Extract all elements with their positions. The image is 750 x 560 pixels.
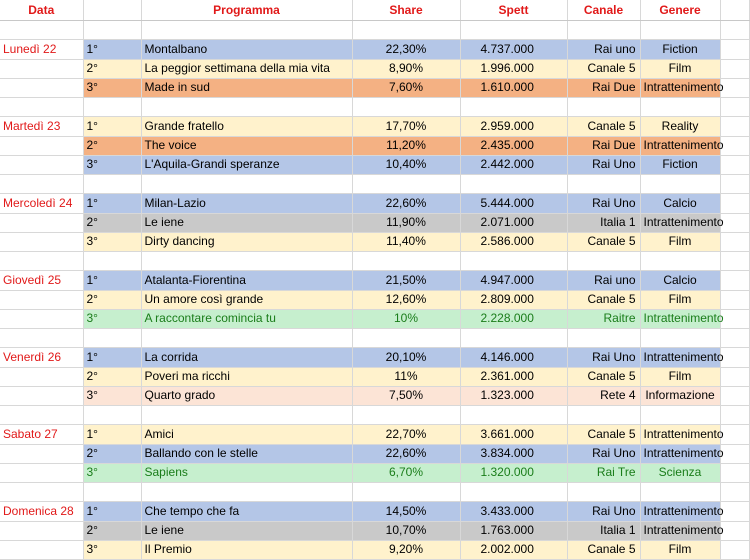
spett-cell[interactable]: 3.433.000 — [460, 502, 567, 521]
day-label[interactable]: Sabato 27 — [0, 425, 83, 444]
share-cell[interactable]: 11,20% — [352, 136, 460, 155]
spett-cell[interactable]: 2.002.000 — [460, 540, 567, 559]
empty-cell[interactable] — [720, 290, 749, 309]
canale-cell[interactable]: Rai Uno — [567, 348, 640, 367]
share-cell[interactable]: 12,60% — [352, 290, 460, 309]
empty-cell[interactable] — [352, 406, 460, 425]
table-row — [0, 425, 749, 444]
table-row — [0, 78, 749, 97]
empty-cell[interactable] — [720, 136, 749, 155]
empty-cell[interactable] — [640, 175, 720, 194]
canale-cell[interactable]: Rai Uno — [567, 155, 640, 174]
genere-cell[interactable]: Film — [640, 290, 720, 309]
empty-cell[interactable] — [720, 367, 749, 386]
genere-cell[interactable]: Fiction — [640, 40, 720, 59]
header-canale[interactable]: Canale — [567, 0, 640, 21]
table-row — [0, 213, 749, 232]
empty-cell[interactable] — [460, 21, 567, 40]
empty-cell[interactable] — [720, 59, 749, 78]
spett-cell[interactable]: 2.586.000 — [460, 232, 567, 251]
rank-cell[interactable]: 3° — [83, 155, 141, 174]
programma-cell[interactable]: Il Premio — [141, 540, 352, 559]
table-row — [0, 232, 749, 251]
table-row — [0, 59, 749, 78]
programma-cell[interactable]: La peggior settimana della mia vita — [141, 59, 352, 78]
programma-cell[interactable]: Atalanta-Fiorentina — [141, 271, 352, 290]
programma-cell[interactable]: Grande fratello — [141, 117, 352, 136]
share-cell[interactable]: 6,70% — [352, 463, 460, 482]
rank-cell[interactable]: 2° — [83, 290, 141, 309]
empty-cell[interactable] — [352, 329, 460, 348]
rank-cell[interactable]: 3° — [83, 309, 141, 328]
rank-cell[interactable]: 3° — [83, 463, 141, 482]
header-spett[interactable]: Spett — [460, 0, 567, 21]
empty-cell[interactable] — [720, 425, 749, 444]
empty-cell[interactable] — [0, 463, 83, 482]
canale-cell[interactable]: Canale 5 — [567, 367, 640, 386]
genere-cell[interactable]: Intrattenimento — [640, 348, 720, 367]
genere-cell[interactable]: Intrattenimento — [640, 136, 720, 155]
genere-cell[interactable]: Intrattenimento — [640, 213, 720, 232]
day-label[interactable]: Mercoledì 24 — [0, 194, 83, 213]
header-share[interactable]: Share — [352, 0, 460, 21]
spett-cell[interactable]: 1.323.000 — [460, 386, 567, 405]
rank-cell[interactable]: 2° — [83, 521, 141, 540]
genere-cell[interactable]: Intrattenimento — [640, 425, 720, 444]
empty-cell[interactable] — [720, 483, 749, 502]
share-cell[interactable]: 22,30% — [352, 40, 460, 59]
empty-cell[interactable] — [720, 40, 749, 59]
rank-cell[interactable]: 2° — [83, 136, 141, 155]
table-row — [0, 117, 749, 136]
share-cell[interactable]: 11,40% — [352, 232, 460, 251]
empty-cell[interactable] — [720, 502, 749, 521]
programma-cell[interactable]: Le iene — [141, 521, 352, 540]
empty-cell[interactable] — [141, 483, 352, 502]
empty-cell[interactable] — [83, 21, 141, 40]
genere-cell[interactable]: Informazione — [640, 386, 720, 405]
spett-cell[interactable]: 3.834.000 — [460, 444, 567, 463]
empty-cell[interactable] — [720, 117, 749, 136]
share-cell[interactable]: 22,60% — [352, 194, 460, 213]
canale-cell[interactable]: Rai Due — [567, 78, 640, 97]
spacer-row — [0, 483, 749, 502]
programma-cell[interactable]: Poveri ma ricchi — [141, 367, 352, 386]
day-label[interactable]: Lunedì 22 — [0, 40, 83, 59]
empty-cell[interactable] — [0, 232, 83, 251]
empty-cell[interactable] — [352, 175, 460, 194]
genere-cell[interactable]: Film — [640, 232, 720, 251]
rank-cell[interactable]: 1° — [83, 271, 141, 290]
empty-cell[interactable] — [460, 483, 567, 502]
programma-cell[interactable]: Un amore così grande — [141, 290, 352, 309]
table-row — [0, 309, 749, 328]
empty-cell[interactable] — [720, 232, 749, 251]
empty-cell[interactable] — [640, 98, 720, 117]
spacer-row — [0, 21, 749, 40]
empty-cell[interactable] — [0, 98, 83, 117]
spett-cell[interactable]: 1.763.000 — [460, 521, 567, 540]
empty-cell[interactable] — [352, 252, 460, 271]
day-label[interactable]: Giovedì 25 — [0, 271, 83, 290]
genere-cell[interactable]: Scienza — [640, 463, 720, 482]
programma-cell[interactable]: Milan-Lazio — [141, 194, 352, 213]
rank-cell[interactable]: 3° — [83, 540, 141, 559]
empty-cell[interactable] — [720, 521, 749, 540]
programma-cell[interactable]: The voice — [141, 136, 352, 155]
canale-cell[interactable]: Rai Uno — [567, 502, 640, 521]
empty-cell[interactable] — [0, 309, 83, 328]
genere-cell[interactable]: Intrattenimento — [640, 309, 720, 328]
header-programma[interactable]: Programma — [141, 0, 352, 21]
programma-cell[interactable]: Made in sud — [141, 78, 352, 97]
spett-cell[interactable]: 1.996.000 — [460, 59, 567, 78]
genere-cell[interactable]: Fiction — [640, 155, 720, 174]
empty-cell[interactable] — [83, 329, 141, 348]
empty-cell[interactable] — [0, 444, 83, 463]
empty-cell[interactable] — [0, 59, 83, 78]
share-cell[interactable]: 17,70% — [352, 117, 460, 136]
spett-cell[interactable]: 2.361.000 — [460, 367, 567, 386]
empty-cell[interactable] — [0, 21, 83, 40]
empty-cell[interactable] — [0, 290, 83, 309]
empty-cell[interactable] — [0, 521, 83, 540]
share-cell[interactable]: 8,90% — [352, 59, 460, 78]
share-cell[interactable]: 11,90% — [352, 213, 460, 232]
programma-cell[interactable]: Amici — [141, 425, 352, 444]
genere-cell[interactable]: Reality — [640, 117, 720, 136]
rank-cell[interactable]: 1° — [83, 425, 141, 444]
empty-cell[interactable] — [640, 329, 720, 348]
genere-cell[interactable]: Intrattenimento — [640, 502, 720, 521]
genere-cell[interactable]: Film — [640, 367, 720, 386]
table-row — [0, 367, 749, 386]
empty-cell[interactable] — [640, 21, 720, 40]
canale-cell[interactable]: Canale 5 — [567, 232, 640, 251]
canale-cell[interactable]: Rai uno — [567, 271, 640, 290]
empty-cell[interactable] — [720, 540, 749, 559]
empty-cell[interactable] — [567, 329, 640, 348]
header-extra-cell[interactable] — [720, 0, 749, 21]
spett-cell[interactable]: 2.071.000 — [460, 213, 567, 232]
rank-cell[interactable]: 3° — [83, 386, 141, 405]
day-label[interactable]: Venerdì 26 — [0, 348, 83, 367]
genere-cell[interactable]: Intrattenimento — [640, 521, 720, 540]
programma-cell[interactable]: L'Aquila-Grandi speranze — [141, 155, 352, 174]
spett-cell[interactable]: 5.444.000 — [460, 194, 567, 213]
table-row — [0, 194, 749, 213]
rank-cell[interactable]: 2° — [83, 367, 141, 386]
empty-cell[interactable] — [460, 252, 567, 271]
empty-cell[interactable] — [0, 540, 83, 559]
empty-cell[interactable] — [0, 155, 83, 174]
share-cell[interactable]: 7,50% — [352, 386, 460, 405]
rank-cell[interactable]: 2° — [83, 59, 141, 78]
empty-cell[interactable] — [720, 386, 749, 405]
empty-cell[interactable] — [352, 98, 460, 117]
empty-cell[interactable] — [0, 406, 83, 425]
empty-cell[interactable] — [720, 309, 749, 328]
genere-cell[interactable]: Calcio — [640, 271, 720, 290]
spacer-row — [0, 406, 749, 425]
spett-cell[interactable]: 3.661.000 — [460, 425, 567, 444]
canale-cell[interactable]: Italia 1 — [567, 213, 640, 232]
programma-cell[interactable]: Dirty dancing — [141, 232, 352, 251]
table-row — [0, 386, 749, 405]
share-cell[interactable]: 22,70% — [352, 425, 460, 444]
empty-cell[interactable] — [83, 98, 141, 117]
day-label[interactable]: Domenica 28 — [0, 502, 83, 521]
rank-cell[interactable]: 1° — [83, 117, 141, 136]
empty-cell[interactable] — [720, 175, 749, 194]
canale-cell[interactable]: Rai Uno — [567, 444, 640, 463]
spacer-row — [0, 329, 749, 348]
table-row — [0, 271, 749, 290]
share-cell[interactable]: 22,60% — [352, 444, 460, 463]
empty-cell[interactable] — [567, 252, 640, 271]
empty-cell[interactable] — [460, 406, 567, 425]
share-cell[interactable]: 14,50% — [352, 502, 460, 521]
empty-cell[interactable] — [0, 136, 83, 155]
table-row — [0, 444, 749, 463]
empty-cell[interactable] — [0, 386, 83, 405]
canale-cell[interactable]: Canale 5 — [567, 290, 640, 309]
empty-cell[interactable] — [567, 21, 640, 40]
spett-cell[interactable]: 1.610.000 — [460, 78, 567, 97]
empty-cell[interactable] — [83, 252, 141, 271]
empty-cell[interactable] — [0, 483, 83, 502]
empty-cell[interactable] — [141, 329, 352, 348]
spett-cell[interactable]: 2.228.000 — [460, 309, 567, 328]
table-row — [0, 136, 749, 155]
canale-cell[interactable]: Canale 5 — [567, 117, 640, 136]
rank-cell[interactable]: 3° — [83, 232, 141, 251]
empty-cell[interactable] — [720, 329, 749, 348]
share-cell[interactable]: 10% — [352, 309, 460, 328]
share-cell[interactable]: 9,20% — [352, 540, 460, 559]
share-cell[interactable]: 10,40% — [352, 155, 460, 174]
empty-cell[interactable] — [640, 483, 720, 502]
rank-cell[interactable]: 1° — [83, 502, 141, 521]
canale-cell[interactable]: Raitre — [567, 309, 640, 328]
empty-cell[interactable] — [460, 329, 567, 348]
empty-cell[interactable] — [720, 213, 749, 232]
spett-cell[interactable]: 2.809.000 — [460, 290, 567, 309]
rank-cell[interactable]: 1° — [83, 40, 141, 59]
empty-cell[interactable] — [460, 98, 567, 117]
spett-cell[interactable]: 2.442.000 — [460, 155, 567, 174]
spacer-row — [0, 175, 749, 194]
table-row — [0, 155, 749, 174]
canale-cell[interactable]: Rai Uno — [567, 194, 640, 213]
empty-cell[interactable] — [141, 98, 352, 117]
empty-cell[interactable] — [141, 175, 352, 194]
day-label[interactable]: Martedì 23 — [0, 117, 83, 136]
canale-cell[interactable]: Canale 5 — [567, 59, 640, 78]
empty-cell[interactable] — [0, 78, 83, 97]
empty-cell[interactable] — [720, 348, 749, 367]
empty-cell[interactable] — [352, 483, 460, 502]
rank-cell[interactable]: 2° — [83, 444, 141, 463]
genere-cell[interactable]: Intrattenimento — [640, 444, 720, 463]
canale-cell[interactable]: Rai Tre — [567, 463, 640, 482]
table-row — [0, 521, 749, 540]
empty-cell[interactable] — [567, 406, 640, 425]
canale-cell[interactable]: Canale 5 — [567, 425, 640, 444]
empty-cell[interactable] — [567, 175, 640, 194]
programma-cell[interactable]: Sapiens — [141, 463, 352, 482]
canale-cell[interactable]: Rai Due — [567, 136, 640, 155]
rank-cell[interactable]: 2° — [83, 213, 141, 232]
genere-cell[interactable]: Calcio — [640, 194, 720, 213]
programma-cell[interactable]: La corrida — [141, 348, 352, 367]
empty-cell[interactable] — [640, 252, 720, 271]
programma-cell[interactable]: Montalbano — [141, 40, 352, 59]
empty-cell[interactable] — [0, 329, 83, 348]
programma-cell[interactable]: A raccontare comincia tu — [141, 309, 352, 328]
table-row — [0, 540, 749, 559]
empty-cell[interactable] — [83, 483, 141, 502]
empty-cell[interactable] — [720, 406, 749, 425]
empty-cell[interactable] — [720, 252, 749, 271]
empty-cell[interactable] — [720, 21, 749, 40]
header-row — [0, 0, 749, 21]
spett-cell[interactable]: 4.737.000 — [460, 40, 567, 59]
empty-cell[interactable] — [720, 98, 749, 117]
rank-cell[interactable]: 1° — [83, 348, 141, 367]
empty-cell[interactable] — [720, 194, 749, 213]
programma-cell[interactable]: Quarto grado — [141, 386, 352, 405]
empty-cell[interactable] — [0, 213, 83, 232]
genere-cell[interactable]: Film — [640, 59, 720, 78]
spett-cell[interactable]: 1.320.000 — [460, 463, 567, 482]
empty-cell[interactable] — [460, 175, 567, 194]
share-cell[interactable]: 21,50% — [352, 271, 460, 290]
table-row — [0, 40, 749, 59]
empty-cell[interactable] — [0, 175, 83, 194]
empty-cell[interactable] — [141, 406, 352, 425]
empty-cell[interactable] — [0, 367, 83, 386]
programma-cell[interactable]: Le iene — [141, 213, 352, 232]
empty-cell[interactable] — [720, 155, 749, 174]
spacer-row — [0, 98, 749, 117]
genere-cell[interactable]: Film — [640, 540, 720, 559]
programma-cell[interactable]: Che tempo che fa — [141, 502, 352, 521]
spett-cell[interactable]: 2.959.000 — [460, 117, 567, 136]
canale-cell[interactable]: Rai uno — [567, 40, 640, 59]
empty-cell[interactable] — [567, 98, 640, 117]
canale-cell[interactable]: Canale 5 — [567, 540, 640, 559]
canale-cell[interactable]: Italia 1 — [567, 521, 640, 540]
empty-cell[interactable] — [720, 444, 749, 463]
spett-cell[interactable]: 2.435.000 — [460, 136, 567, 155]
header-genere[interactable]: Genere — [640, 0, 720, 21]
share-cell[interactable]: 10,70% — [352, 521, 460, 540]
table-row — [0, 463, 749, 482]
genere-cell[interactable]: Intrattenimento — [640, 78, 720, 97]
spacer-row — [0, 252, 749, 271]
empty-cell[interactable] — [720, 271, 749, 290]
empty-cell[interactable] — [640, 406, 720, 425]
spett-cell[interactable]: 4.146.000 — [460, 348, 567, 367]
spett-cell[interactable]: 4.947.000 — [460, 271, 567, 290]
empty-cell[interactable] — [720, 463, 749, 482]
table-row — [0, 290, 749, 309]
empty-cell[interactable] — [352, 21, 460, 40]
empty-cell[interactable] — [141, 252, 352, 271]
header-data[interactable]: Data — [0, 0, 83, 21]
empty-cell[interactable] — [141, 21, 352, 40]
empty-cell[interactable] — [567, 483, 640, 502]
rank-cell[interactable]: 1° — [83, 194, 141, 213]
empty-cell[interactable] — [83, 175, 141, 194]
programma-cell[interactable]: Ballando con le stelle — [141, 444, 352, 463]
header-rank[interactable] — [83, 0, 141, 21]
canale-cell[interactable]: Rete 4 — [567, 386, 640, 405]
share-cell[interactable]: 20,10% — [352, 348, 460, 367]
rank-cell[interactable]: 3° — [83, 78, 141, 97]
table-row — [0, 348, 749, 367]
empty-cell[interactable] — [0, 252, 83, 271]
empty-cell[interactable] — [720, 78, 749, 97]
share-cell[interactable]: 11% — [352, 367, 460, 386]
empty-cell[interactable] — [83, 406, 141, 425]
table-row — [0, 502, 749, 521]
share-cell[interactable]: 7,60% — [352, 78, 460, 97]
